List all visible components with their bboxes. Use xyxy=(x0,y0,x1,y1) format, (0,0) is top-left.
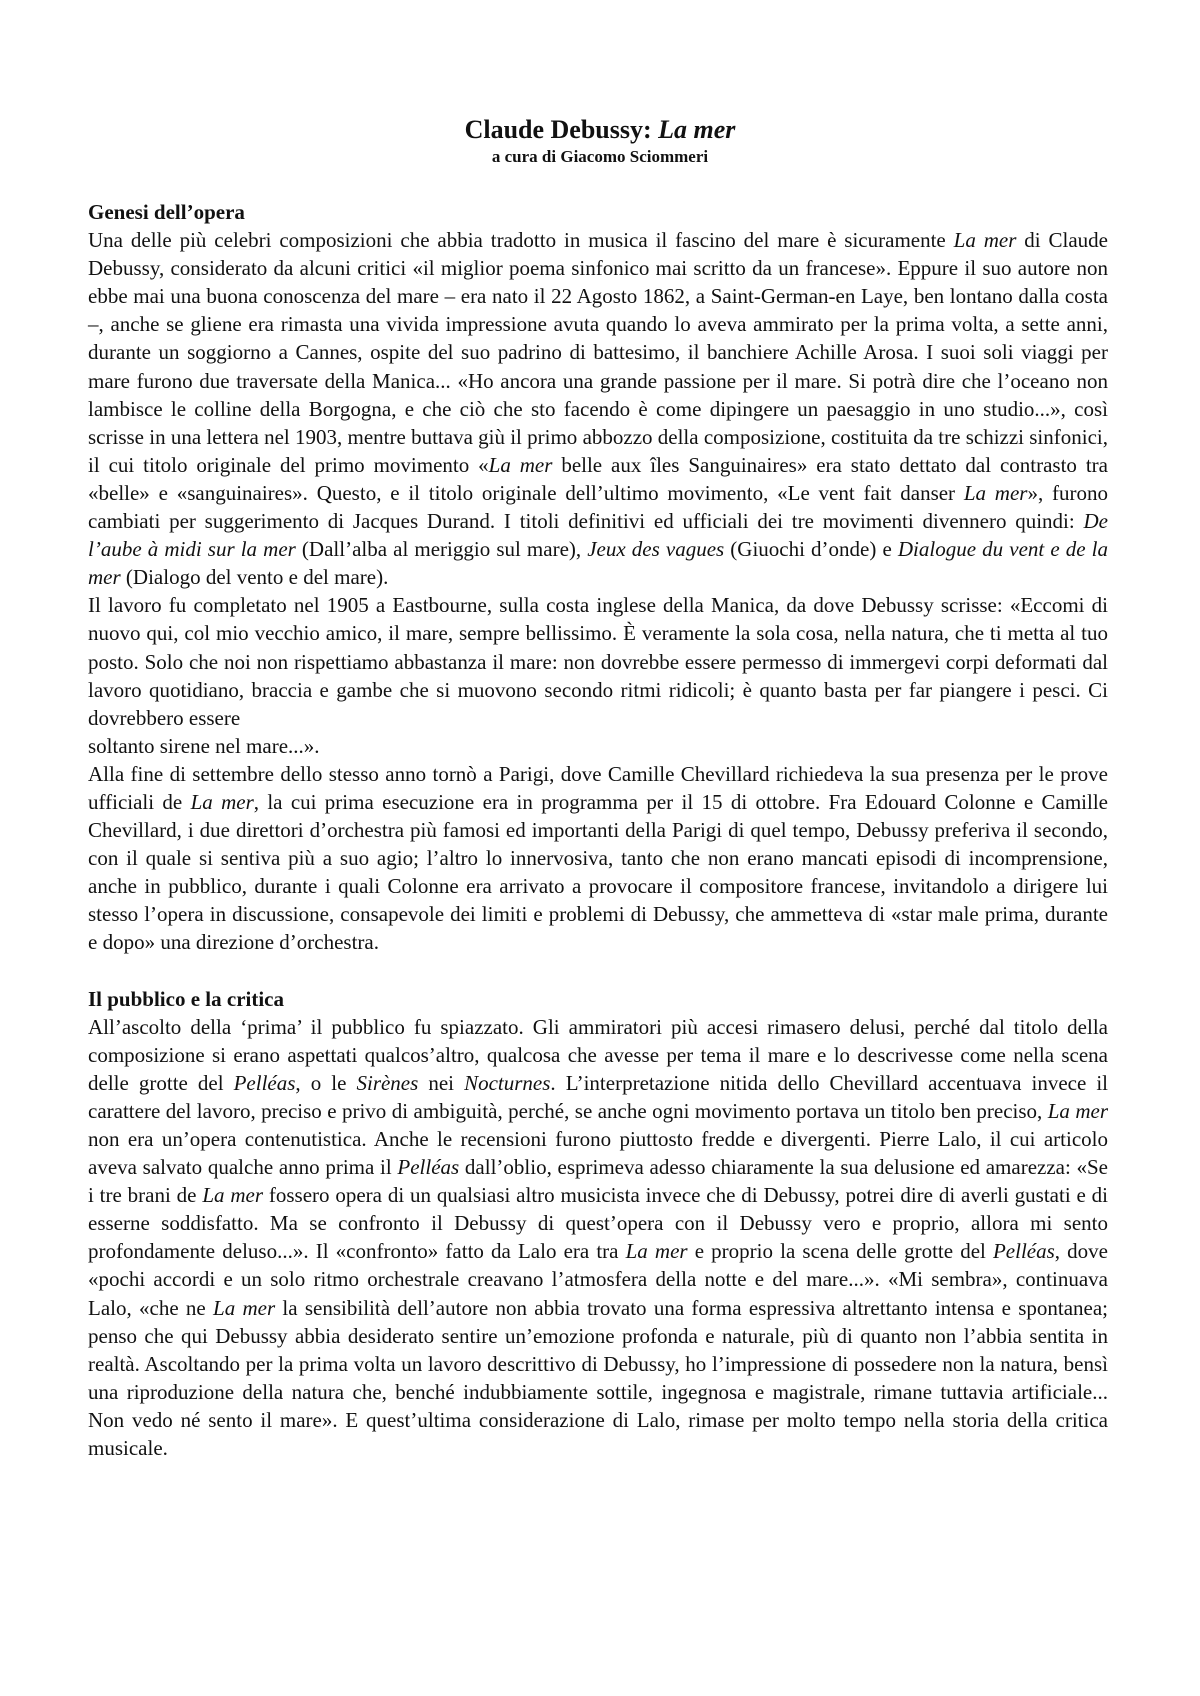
italic-title-text: La mer xyxy=(1047,1098,1108,1123)
paragraph-text: non era un’opera contenutistica. Anche le recensioni furono piuttosto fredde e divergenti. Pierre Lalo, il cui articolo aveva salvato qualche anno prima il xyxy=(88,1127,1108,1180)
italic-title-text: De l’aube à midi sur la mer xyxy=(88,509,1108,562)
italic-title-text: Jeux des vagues xyxy=(587,537,725,562)
italic-title-text: Pelléas xyxy=(397,1155,460,1180)
paragraph-text: dall’oblio, esprimeva adesso chiaramente la sua delusione ed amarezza: «Se i tre brani de xyxy=(88,1155,1109,1208)
paragraph-text: nei xyxy=(418,1070,465,1095)
italic-title-text: La mer xyxy=(625,1239,688,1264)
paragraph-text: Il lavoro fu completato nel 1905 a Eastbourne, sulla costa inglese della Manica, da dove Debussy scrisse: «Eccomi di nuovo qui, col mio vecchio amico, il mare, sempre bellissimo. È veramente la sola cosa, nella natura, che ti metta al tuo posto. Solo che noi non rispettiamo abbastanza il mare: non dovrebbe essere permesso di immergevi corpi deformati dal lavoro quotidiano, braccia e gambe che si muovono secondo ritmi ridicoli; è quanto basta per far piangere i pesci. Ci dovrebbero essere xyxy=(88,593,1108,730)
italic-title-text: Dialogue du vent e de la mer xyxy=(88,537,1108,590)
title-block xyxy=(0,114,1200,168)
paragraph-text: di Claude Debussy, considerato da alcuni critici «il miglior poema sinfonico mai scritto da un francese». Eppure il suo autore non ebbe mai una buona conoscenza del mare – era nato il 22 Agosto 1862, a Saint-German-en Laye, ben lontano dalla costa –, anche se gliene era rimasta una vivida impressione avuta quando lo aveva ammirato per la prima volta, a sette anni, durante un soggiorno a Cannes, ospite del suo padrino di battesimo, il banchiere Achille Arosa. I suoi soli viaggi per mare furono due traversate della Manica... «Ho ancora una grande passione per il mare. Si potrà dire che l’oceano non lambisce le colline della Borgogna, e che ciò che sto facendo è come dipingere un paesaggio in uno studio...», così scrisse in una lettera nel 1903, mentre buttava giù il primo abbozzo della composizione, costituita da tre schizzi sinfonici, il cui titolo originale del primo movimento « xyxy=(88,228,1108,477)
italic-title-text: Nocturnes xyxy=(464,1070,551,1095)
paragraph-text: (Giuochi d’onde) e xyxy=(724,537,898,562)
paragraph xyxy=(88,226,1108,591)
italic-title-text: La mer xyxy=(953,228,1017,253)
paragraph-text: e proprio la scena delle grotte del xyxy=(687,1239,993,1264)
section-heading: Genesi dell’opera xyxy=(88,200,245,224)
section-heading: Il pubblico e la critica xyxy=(88,986,284,1011)
paragraph-text: Alla fine di settembre dello stesso anno tornò a Parigi, dove Camille Chevillard richiedeva la sua presenza per le prove ufficiali de xyxy=(88,761,1108,814)
paragraph-text: soltanto sirene nel mare...». xyxy=(88,733,320,758)
italic-title-text: Pelléas xyxy=(233,1070,296,1095)
paragraph-text: fossero opera di un qualsiasi altro musicista invece che di Debussy, potrei dire di averli gustati e di esserne soddisfatto. Ma se confronto il Debussy di quest’opera con il Debussy vero e proprio, allora mi sento profondamente deluso...». Il «confronto» fatto da Lalo era tra xyxy=(88,1183,1108,1264)
title-italic: La mer xyxy=(658,115,736,144)
title-prefix: Claude Debussy: xyxy=(464,115,659,144)
paragraph-text: , la cui prima esecuzione era in programma per il 15 di ottobre. Fra Edouard Colonne e Camille Chevillard, i due direttori d’orchestra più famosi ed importanti della Parigi di quel tempo, Debussy preferiva il secondo, con il quale si sentiva più a suo agio; l’altro lo innervosiva, tanto che non erano mancati episodi di incomprensione, anche in pubblico, durante i quali Colonne era arrivato a provocare il compositore francese, invitandolo a dirigere lui stesso l’opera in discussione, consapevole dei limiti e problemi di Debussy, che ammetteva di «star male prima, durante e dopo» una direzione d’orchestra. xyxy=(88,789,1108,955)
paragraph-text: belle aux îles Sanguinaires» era stato dettato dal contrasto tra «belle» e «sanguinaires». Questo, e il titolo originale dell’ultimo movimento, «Le vent fait danser xyxy=(88,452,1108,505)
paragraph-text: (Dialogo del vento e del mare). xyxy=(120,565,389,590)
paragraph-text: All’ascolto della ‘prima’ il pubblico fu spiazzato. Gli ammiratori più accesi rimasero delusi, perché dal titolo della composizione si erano aspettati qualcos’altro, qualcosa che avesse per tema il mare e lo descrivesse come nella scena delle grotte del xyxy=(88,1014,1108,1095)
paragraph-text: . L’interpretazione nitida dello Chevillard accentuava invece il carattere del lavoro, preciso e privo di ambiguità, perché, se anche ogni movimento portava un titolo ben preciso, xyxy=(88,1070,1109,1123)
paragraph-text: (Dall’alba al meriggio sul mare), xyxy=(295,537,588,562)
paragraph xyxy=(88,591,1108,731)
paragraph-text: , o le xyxy=(295,1070,357,1095)
paragraph-text: , dove «pochi accordi e un solo ritmo orchestrale creavano l’atmosfera della notte e del mare...». «Mi sembra», continuava Lalo, «che ne xyxy=(88,1239,1108,1320)
paragraph-text: Una delle più celebri composizioni che abbia tradotto in musica il fascino del mare è sicuramente xyxy=(88,228,954,253)
document-title xyxy=(0,114,1200,146)
italic-title-text: Sirènes xyxy=(356,1070,419,1095)
paragraph-text: la sensibilità dell’autore non abbia trovato una forma espressiva altrettanto intensa e spontanea; penso che qui Debussy abbia desiderato sentire un’emozione profonda e naturale, più di quanto non l’abbia sentita in realtà. Ascoltando per la prima volta un lavoro descrittivo di Debussy, ho l’impressione di possedere non la natura, bensì una riproduzione della natura che, benché indubbiamente sottile, ingegnosa e magistrale, rimane tuttavia artificiale... Non vedo né sento il mare». E quest’ultima considerazione di Lalo, rimase per molto tempo nella storia della critica musicale. xyxy=(88,1295,1108,1461)
italic-title-text: La mer xyxy=(190,789,254,814)
paragraph-text: », furono cambiati per suggerimento di Jacques Durand. I titoli definitivi ed ufficiali dei tre movimenti divennero quindi: xyxy=(88,480,1108,534)
italic-title-text: La mer xyxy=(213,1295,276,1320)
italic-title-text: La mer xyxy=(488,452,553,477)
italic-title-text: La mer xyxy=(963,480,1028,505)
paragraph xyxy=(88,760,1108,957)
paragraph xyxy=(88,1013,1108,1463)
paragraph xyxy=(88,732,1108,760)
document-subtitle: a cura di Giacomo Sciommeri xyxy=(491,147,709,166)
italic-title-text: La mer xyxy=(202,1183,264,1208)
document-body xyxy=(88,198,1108,1462)
section-gap xyxy=(88,957,1108,985)
italic-title-text: Pelléas xyxy=(992,1239,1055,1264)
